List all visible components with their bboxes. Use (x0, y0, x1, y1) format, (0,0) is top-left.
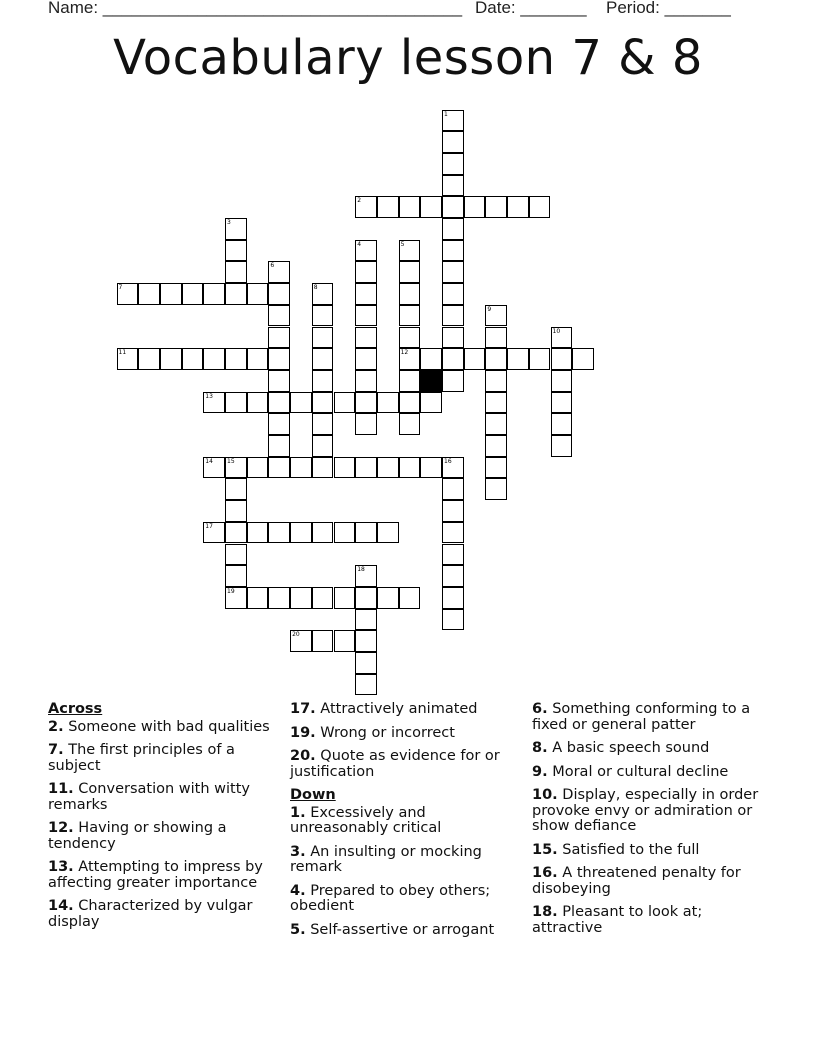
grid-cell[interactable] (442, 609, 464, 631)
grid-cell[interactable] (399, 261, 421, 283)
clue-number-label: 3 (227, 219, 231, 226)
grid-cell[interactable] (355, 327, 377, 349)
across-heading: Across (48, 701, 103, 717)
clue-number-label: 4 (357, 240, 362, 248)
grid-cell[interactable] (442, 153, 464, 175)
grid-cell[interactable] (442, 131, 464, 153)
clue-across-13: 13. Attempting to impress by affecting greater importance (48, 859, 263, 891)
clue-number-label: 5 (400, 240, 405, 248)
grid-cell[interactable] (334, 522, 356, 544)
grid-cell[interactable] (225, 500, 247, 522)
grid-cell[interactable] (268, 457, 290, 479)
clue-across-2: 2. Someone with bad qualities (48, 718, 270, 735)
grid-cell[interactable] (399, 392, 421, 414)
grid-cell[interactable] (334, 457, 356, 479)
grid-cell[interactable] (268, 435, 290, 457)
grid-cell[interactable] (247, 587, 269, 609)
grid-cell[interactable] (268, 327, 290, 349)
grid-cell[interactable] (268, 392, 290, 414)
grid-cell[interactable] (355, 457, 377, 479)
grid-cell[interactable] (442, 522, 464, 544)
clue-down-1: 1. Excessively and unreasonably critical (290, 804, 442, 836)
grid-cell[interactable] (551, 348, 573, 370)
grid-cell[interactable] (203, 283, 225, 305)
grid-cell[interactable] (334, 587, 356, 609)
grid-cell[interactable] (355, 522, 377, 544)
clue-number-label: 10 (552, 327, 561, 335)
clue-number-label: 12 (400, 349, 409, 357)
grid-cell[interactable] (420, 196, 442, 218)
grid-cell[interactable] (312, 587, 334, 609)
grid-cell[interactable] (225, 392, 247, 414)
grid-cell[interactable] (225, 283, 247, 305)
grid-cell[interactable] (355, 630, 377, 652)
grid-cell[interactable] (290, 392, 312, 414)
grid-cell[interactable] (312, 630, 334, 652)
clue-number-label: 7 (118, 284, 123, 292)
grid-cell[interactable] (464, 196, 486, 218)
clue-number-label: 8 (313, 284, 318, 292)
grid-cell[interactable] (225, 544, 247, 566)
clue-down-18: 18. Pleasant to look at; attractive (532, 904, 703, 936)
grid-cell[interactable] (485, 196, 507, 218)
clue-down-16: 16. A threatened penalty for disobeying (532, 865, 741, 897)
grid-cell[interactable] (312, 435, 334, 457)
grid-cell[interactable] (203, 348, 225, 370)
grid-cell[interactable] (485, 457, 507, 479)
grid-cell[interactable] (312, 413, 334, 435)
grid-cell[interactable] (182, 348, 204, 370)
grid-cell[interactable] (442, 478, 464, 500)
grid-cell[interactable] (377, 522, 399, 544)
clue-number-label: 13 (205, 392, 213, 400)
grid-cell[interactable] (399, 305, 421, 327)
grid-cell[interactable] (138, 348, 160, 370)
grid-cell[interactable] (334, 630, 356, 652)
clue-down-4: 4. Prepared to obey others; obedient (290, 882, 491, 914)
grid-cell[interactable] (355, 283, 377, 305)
grid-cell[interactable] (355, 392, 377, 414)
grid-cell[interactable] (268, 348, 290, 370)
grid-cell[interactable] (312, 457, 334, 479)
grid-cell[interactable] (312, 327, 334, 349)
clue-number-label: 15 (227, 457, 235, 465)
grid-cell[interactable] (160, 283, 182, 305)
grid-cell[interactable] (247, 348, 269, 370)
grid-cell[interactable] (247, 283, 269, 305)
grid-cell[interactable] (247, 392, 269, 414)
clues-column-3 (532, 702, 768, 944)
grid-cell[interactable] (247, 522, 269, 544)
grid-cell[interactable] (355, 413, 377, 435)
grid-cell[interactable] (355, 587, 377, 609)
clue-down-3: 3. An insulting or mocking remark (290, 843, 482, 875)
grid-cell[interactable] (442, 348, 464, 370)
grid-cell[interactable] (312, 370, 334, 392)
clue-down-6: 6. Something conforming to a fixed or general patter (532, 701, 751, 733)
grid-cell[interactable] (442, 500, 464, 522)
clue-down-9: 9. Moral or cultural decline (532, 763, 729, 780)
grid-cell[interactable] (355, 305, 377, 327)
grid-cell[interactable] (225, 261, 247, 283)
grid-cell[interactable] (225, 348, 247, 370)
date-field[interactable]: Date: _______ (475, 0, 587, 17)
clue-number-label: 14 (205, 457, 213, 465)
grid-cell[interactable] (355, 674, 377, 696)
grid-cell[interactable] (399, 327, 421, 349)
clue-number-label: 18 (357, 566, 365, 574)
grid-cell[interactable] (355, 370, 377, 392)
clue-number-label: 11 (118, 349, 127, 357)
clue-down-8: 8. A basic speech sound (532, 740, 710, 756)
grid-cell[interactable] (225, 240, 247, 262)
grid-cell[interactable] (420, 348, 442, 370)
clue-number-label: 16 (444, 457, 452, 465)
name-field[interactable]: Name: ______________________________________ (48, 0, 463, 17)
grid-cell[interactable] (377, 457, 399, 479)
grid-cell[interactable] (312, 392, 334, 414)
grid-cell[interactable] (507, 196, 529, 218)
grid-cell[interactable] (399, 587, 421, 609)
clue-across-7: 7. The first principles of a subject (48, 742, 235, 774)
grid-cell[interactable] (529, 348, 551, 370)
clue-across-14: 14. Characterized by vulgar display (48, 898, 253, 930)
grid-cell[interactable] (485, 348, 507, 370)
grid-cell[interactable] (442, 240, 464, 262)
grid-cell[interactable] (551, 392, 573, 414)
grid-cell[interactable] (138, 283, 160, 305)
grid-cell[interactable] (551, 435, 573, 457)
period-field[interactable]: Period: _______ (606, 0, 731, 17)
clue-across-12: 12. Having or showing a tendency (48, 820, 227, 852)
grid-cell[interactable] (182, 283, 204, 305)
grid-cell[interactable] (485, 435, 507, 457)
clue-across-11: 11. Conversation with witty remarks (48, 781, 250, 813)
clue-number-label: 6 (270, 262, 275, 270)
grid-cell[interactable] (442, 283, 464, 305)
grid-cell[interactable] (355, 261, 377, 283)
grid-cell[interactable] (442, 175, 464, 197)
grid-cell[interactable] (268, 522, 290, 544)
grid-cell[interactable] (442, 305, 464, 327)
grid-cell[interactable] (290, 587, 312, 609)
clue-number-label: 2 (357, 197, 362, 205)
grid-cell[interactable] (399, 283, 421, 305)
clue-number-label: 20 (292, 631, 300, 639)
grid-cell[interactable] (268, 370, 290, 392)
grid-cell[interactable] (485, 327, 507, 349)
grid-cell[interactable] (399, 457, 421, 479)
clue-across-20: 20. Quote as evidence for or justification (290, 748, 500, 780)
grid-cell[interactable] (572, 348, 594, 370)
grid-cell[interactable] (377, 196, 399, 218)
grid-cell[interactable] (442, 544, 464, 566)
grid-cell[interactable] (290, 457, 312, 479)
grid-cell[interactable] (442, 218, 464, 240)
grid-cell[interactable] (442, 587, 464, 609)
grid-cell[interactable] (355, 652, 377, 674)
grid-cell[interactable] (442, 261, 464, 283)
grid-cell[interactable] (247, 457, 269, 479)
grid-cell[interactable] (420, 392, 442, 414)
clue-number-label: 17 (205, 522, 213, 530)
clue-down-15: 15. Satisfied to the full (532, 841, 700, 858)
grid-cell[interactable] (442, 196, 464, 218)
grid-cell[interactable] (268, 283, 290, 305)
grid-cell[interactable] (420, 457, 442, 479)
clues-column-2 (290, 702, 522, 946)
grid-cell[interactable] (464, 348, 486, 370)
grid-cell[interactable] (225, 565, 247, 587)
grid-cell[interactable] (442, 370, 464, 392)
grid-black-cell (420, 370, 442, 392)
grid-cell[interactable] (290, 522, 312, 544)
grid-cell[interactable] (529, 196, 551, 218)
grid-cell[interactable] (377, 587, 399, 609)
grid-cell[interactable] (312, 522, 334, 544)
grid-cell[interactable] (225, 522, 247, 544)
down-heading: Down (290, 787, 336, 803)
clue-number-label: 19 (227, 587, 235, 595)
grid-cell[interactable] (442, 327, 464, 349)
grid-cell[interactable] (160, 348, 182, 370)
grid-cell[interactable] (225, 478, 247, 500)
grid-cell[interactable] (312, 348, 334, 370)
grid-cell[interactable] (377, 392, 399, 414)
grid-cell[interactable] (399, 370, 421, 392)
grid-cell[interactable] (485, 392, 507, 414)
grid-cell[interactable] (355, 348, 377, 370)
page-title: Vocabulary lesson 7 & 8 (113, 30, 703, 86)
grid-cell[interactable] (507, 348, 529, 370)
grid-cell[interactable] (334, 392, 356, 414)
grid-cell[interactable] (399, 196, 421, 218)
grid-cell[interactable] (355, 609, 377, 631)
grid-cell[interactable] (268, 587, 290, 609)
clue-down-5: 5. Self-assertive or arrogant (290, 921, 495, 938)
clue-across-19: 19. Wrong or incorrect (290, 724, 455, 741)
clue-number-label: 9 (487, 305, 492, 313)
grid-cell[interactable] (442, 565, 464, 587)
grid-cell[interactable] (551, 370, 573, 392)
grid-cell[interactable] (268, 413, 290, 435)
clue-number-label: 1 (444, 110, 448, 118)
clue-across-17: 17. Attractively animated (290, 701, 478, 717)
grid-cell[interactable] (312, 305, 334, 327)
grid-cell[interactable] (485, 413, 507, 435)
grid-cell[interactable] (551, 413, 573, 435)
grid-cell[interactable] (268, 305, 290, 327)
clues-column-1 (48, 702, 280, 938)
grid-cell[interactable] (485, 370, 507, 392)
grid-cell[interactable] (399, 413, 421, 435)
clue-down-10: 10. Display, especially in order provoke envy or admiration or show defiance (532, 787, 759, 834)
grid-cell[interactable] (485, 478, 507, 500)
